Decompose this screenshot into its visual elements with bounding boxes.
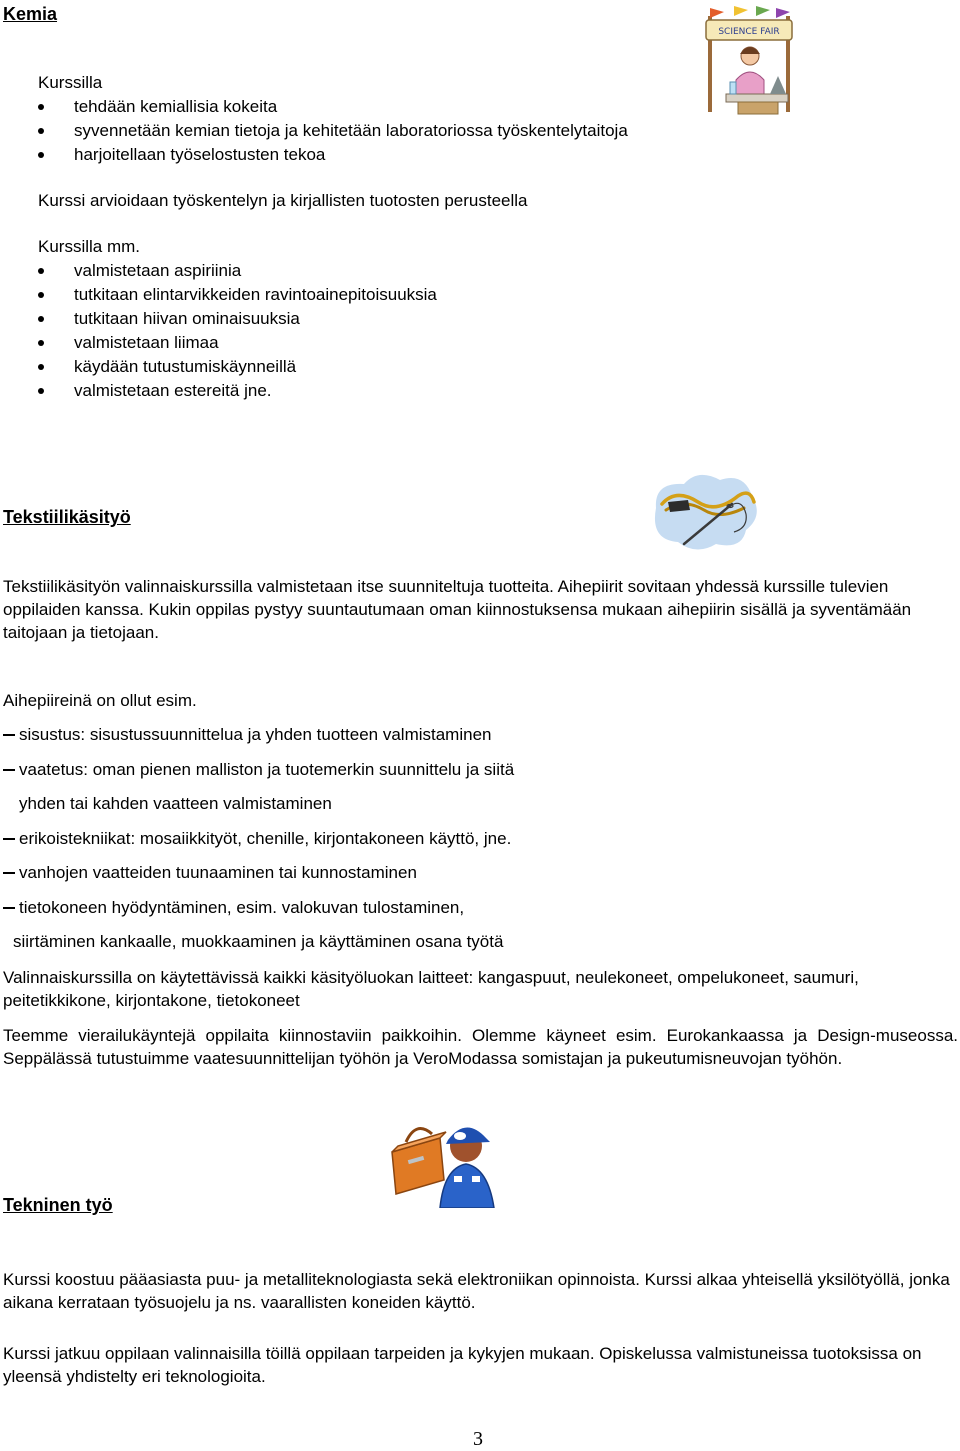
- bullet-icon: [38, 104, 44, 110]
- list-item: vaatetus: oman pienen malliston ja tuotemerkin suunnittelu ja siitä: [3, 758, 514, 782]
- tekstiili-paragraph-2: Valinnaiskurssilla on käytettävissä kaikki käsityöluokan laitteet: kangaspuut, neulekoneet, ompelukoneet, saumuri, peitetikkikone, kirjontakone, tietokoneet: [3, 968, 859, 1010]
- list-item: vanhojen vaatteiden tuunaaminen tai kunnostaminen: [3, 861, 417, 885]
- list-item: erikoistekniikat: mosaiikkityöt, chenille, kirjontakoneen käyttö, jne.: [3, 827, 511, 851]
- page-number: 3: [473, 1428, 483, 1450]
- list-item-continuation: yhden tai kahden vaatteen valmistaminen: [19, 794, 332, 813]
- bullet-icon: [38, 316, 44, 322]
- kemia-intro: Kurssilla: [38, 73, 103, 92]
- bullet-icon: [38, 292, 44, 298]
- dash-icon: [3, 838, 15, 840]
- bullet-icon: [38, 268, 44, 274]
- kemia-heading: Kemia: [3, 4, 58, 24]
- bullet-icon: [38, 364, 44, 370]
- dash-icon: [3, 907, 15, 909]
- document-page: Kemia SCIENCE FAIR Kurssilla tehdään kemiallisia kokeita syvennetään kemian tietoja ja kehitetään laboratoriossa työskentelytaitoja harjoitellaan työselostusten tekoa Kurssi arvioidaan työskentelyn ja kirjallisten tuotosten perusteella Kurssilla mm. valmistetaan aspiriinia tutkitaan elintarvikkeiden ravintoainepitoisuuksia tutkitaan hiivan ominaisuuksia valmistetaan liimaa käydään tutustumiskäynneillä valmistetaan estereitä jne. Tekstiilikäsityö Tekstiilikäsityön valinnaiskurssilla valmistetaan itse suunniteltuja tuotteita. Aihepiirit sovitaan yhdessä kurssille tulevien oppilaiden kanssa. Kukin oppilas pystyy suuntautumaan oman kiinnostuksensa mukaan aihepiirin sisällä ja syventämään taitojaan ja tietojaan. Aihepiireinä on ollut esim. sisustus: sisustussuunnittelua ja yhden tuotteen valmistaminen vaatetus: oman pienen malliston ja tuotemerkin suunnittelu ja siitä yhden tai kahden vaatteen valmistaminen erikoistekniikat: mosaiikkityöt, chenille, kirjontakoneen käyttö, jne. vanhojen vaatteiden tuunaaminen tai kunnostaminen tietokoneen hyödyntäminen, esim. valokuvan tulostaminen, siirtäminen kankaalle, muokkaaminen ja käyttäminen osana työtä Valinnaiskurssilla on käytettävissä kaikki käsityöluokan laitteet: kangaspuut, neulekoneet, ompelukoneet, saumuri, peitetikkikone, kirjontakone, tietokoneet Teemme vierailukäyntejä oppilaita kiinnostaviin paikkoihin. Olemme käyneet esim. Eurokankaassa ja Design-museossa. Seppälässä tutustuimme vaatesuunnittelijan työhön ja VeroModassa somistajan ja pukeutumisneuvojan työhön. Tekninen työ Kurssi koostuu pääasiasta puu- ja metalliteknologiasta sekä elektroniikan opinnoista. Kurssi alkaa yhteisellä yksilötyöllä, jonka aikana kerrataan työsuojelu ja ns. vaarallisten koneiden käyttö. Kurssi jatkuu oppilaan valinnaisilla töillä oppilaan tarpeiden ja kykyjen mukaan. Opiskelussa valmistuneissa tuotoksissa on yleensä yhdistelty eri teknologioita. 3: [3, 4, 958, 1450]
- tekninen-paragraph-1: Kurssi koostuu pääasiasta puu- ja metalliteknologiasta sekä elektroniikan opinnoista. Kurssi alkaa yhteisellä yksilötyöllä, jonka aikana kerrataan työsuojelu ja ns. vaarallisten koneiden käyttö.: [3, 1270, 950, 1312]
- list-item: tietokoneen hyödyntäminen, esim. valokuvan tulostaminen,: [3, 896, 464, 920]
- tekninen-heading: Tekninen työ: [3, 1195, 113, 1215]
- tekstiili-intro: Aihepiireinä on ollut esim.: [3, 691, 197, 710]
- bullet-icon: [38, 388, 44, 394]
- tekninen-paragraph-2: Kurssi jatkuu oppilaan valinnaisilla töillä oppilaan tarpeiden ja kykyjen mukaan. Opiskelussa valmistuneissa tuotoksissa on yleensä yhdistelty eri teknologioita.: [3, 1344, 922, 1386]
- bullet-icon: [38, 128, 44, 134]
- science-fair-sign: SCIENCE FAIR: [718, 27, 780, 37]
- science-fair-clipart: [700, 2, 798, 118]
- bullet-icon: [38, 152, 44, 158]
- bullet-icon: [38, 340, 44, 346]
- tekstiili-paragraph-1: Tekstiilikäsityön valinnaiskurssilla valmistetaan itse suunniteltuja tuotteita. Aihepiirit sovitaan yhdessä kurssille tulevien oppilaiden kanssa. Kukin oppilas pystyy suuntautumaan oman kiinnostuksensa mukaan aihepiirin sisällä ja syventämään taitojaan ja tietojaan.: [3, 577, 912, 642]
- kemia-assessment: Kurssi arvioidaan työskentelyn ja kirjallisten tuotosten perusteella: [38, 191, 528, 210]
- kemia-intro-2: Kurssilla mm.: [38, 237, 141, 256]
- sewing-needle-thread-clipart: [646, 468, 764, 554]
- dash-icon: [3, 872, 15, 874]
- tekstiili-heading: Tekstiilikäsityö: [3, 507, 131, 527]
- tekstiili-paragraph-3: Teemme vierailukäyntejä oppilaita kiinnostaviin paikkoihin. Olemme käyneet esim. Eurokankaassa ja Design-museossa. Seppälässä tutustuimme vaatesuunnittelijan työhön ja VeroModassa somistajan ja pukeutumisneuvojan työhön.: [3, 1026, 958, 1068]
- dash-icon: [3, 734, 15, 736]
- list-item-continuation: siirtäminen kankaalle, muokkaaminen ja käyttäminen osana työtä: [13, 932, 504, 951]
- list-item: sisustus: sisustussuunnittelua ja yhden tuotteen valmistaminen: [3, 723, 491, 747]
- technician-toolbox-clipart: [386, 1112, 498, 1208]
- dash-icon: [3, 769, 15, 771]
